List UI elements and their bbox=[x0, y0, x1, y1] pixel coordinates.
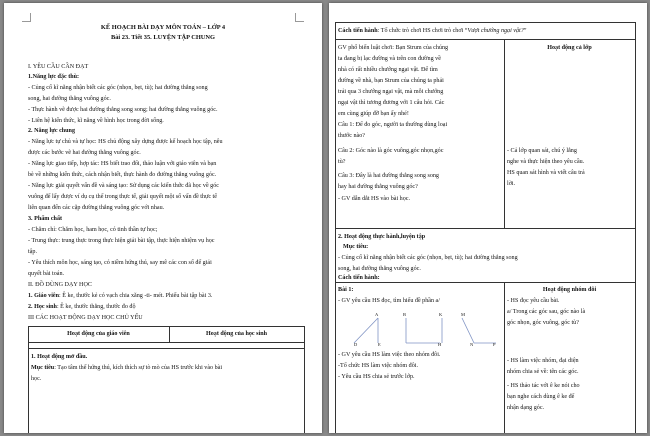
text-line: - GV yêu cầu HS làm việc theo nhóm đôi. bbox=[338, 352, 441, 358]
table-border bbox=[335, 228, 635, 229]
text-line bbox=[28, 304, 136, 311]
text-line: - Liên hệ kiến thức, kĩ năng về hình học trong đời sống. bbox=[28, 118, 164, 124]
student-materials: : Ê ke, thước thẳng, thước đo độ bbox=[56, 304, 136, 310]
subsection-heading: 2. Năng lực chung bbox=[28, 128, 75, 134]
angle-a-ray bbox=[354, 318, 378, 343]
objective-text: : Tạo tâm thế hứng thú, kích thích sự tò mò của HS trước khi vào bài bbox=[54, 365, 223, 371]
method-text: : Tổ chức trò chơi HS chơi trò chơi “ bbox=[377, 28, 468, 34]
text-line: - GV yêu cầu HS đọc, tìm hiểu đề phần a/ bbox=[338, 298, 440, 304]
angle-m-ray bbox=[462, 318, 474, 343]
text-line: nghe và thực hiện theo yêu cầu. bbox=[507, 159, 585, 165]
text-line: - Củng cố kĩ năng nhận biết các góc (nhọn, bẹt, tù); hai đường thẳng song bbox=[338, 255, 518, 261]
text-line: tập. bbox=[28, 249, 37, 255]
point-label-n: N bbox=[470, 342, 474, 347]
activity-heading: 2. Hoạt động thực hành,luyện tập bbox=[338, 234, 426, 240]
label-method: Cách tiến hành bbox=[338, 28, 378, 34]
text-line: - Thực hành vẽ được hai đường thẳng song song; hai đường thẳng vuông góc. bbox=[28, 107, 218, 113]
label-objective: Mục tiêu: bbox=[343, 244, 369, 250]
question-1: Câu 1: Để đo góc, người ta thường dùng loại bbox=[338, 122, 448, 128]
text-line: - HS thảo tác với ê ke nói cho bbox=[507, 383, 580, 389]
text-line: song, hai đường thẳng vuông góc. bbox=[28, 96, 111, 102]
page-corner-mark bbox=[22, 13, 31, 22]
text-line: tù? bbox=[338, 159, 346, 165]
table-border bbox=[335, 22, 635, 23]
text-line: liên quan đến các cặp đường thẳng vuông góc với nhau. bbox=[28, 205, 165, 211]
text-line: nhóm chia sẻ về: tên các góc. bbox=[507, 369, 579, 375]
teacher-materials: : Ê ke, thước kẻ có vạch chia xăng -ti- mét. Phiếu bài tập bài 3. bbox=[58, 293, 213, 299]
section-heading: I. YÊU CẦU CẦN ĐẠT bbox=[28, 64, 89, 70]
method-heading bbox=[338, 28, 527, 35]
text-line: lời. bbox=[507, 181, 516, 187]
text-line: song, hai đường thẳng vuông góc. bbox=[338, 266, 421, 272]
text-line: vuông để lấy được ví dụ cụ thể trong thực tế, giải quyết một số vấn đề thực tế bbox=[28, 194, 217, 200]
column-heading-class: Hoạt động cả lớp bbox=[547, 45, 592, 51]
text-line: quyết bài toán. bbox=[28, 271, 65, 277]
column-header-teacher: Hoạt động của giáo viên bbox=[67, 331, 130, 337]
text-line: em cùng giúp đỡ bạn ấy nhé! bbox=[338, 111, 409, 117]
point-label-a: A bbox=[375, 312, 379, 317]
text-line: HS quan sát hình và viết câu trả bbox=[507, 170, 585, 176]
subsection-heading: 1.Năng lực đặc thù: bbox=[28, 74, 80, 80]
text-line: - Năng lực giải quyết vấn đề và sáng tạo: Sử dụng các kiến thức đã học về góc bbox=[28, 183, 219, 189]
text-line: a/ Trong các góc sau, góc nào là bbox=[507, 309, 586, 315]
text-line: ngại vật thì tương đương với 1 câu hỏi. Các bbox=[338, 100, 445, 106]
text-line: GV phổ biến luật chơi: Bạn Strum của chúng bbox=[338, 45, 449, 51]
text-line: -Tổ chức HS làm việc nhóm đôi. bbox=[338, 363, 418, 369]
label-method: Cách tiến hành: bbox=[338, 275, 380, 281]
text-line: - Năng lực giao tiếp, hợp tác: HS biết trao đổi, thảo luận với giáo viên và bạn bbox=[28, 161, 217, 167]
text-line: - GV dẫn dắt HS vào bài học. bbox=[338, 196, 410, 202]
point-label-e: E bbox=[378, 342, 381, 347]
page-corner-mark bbox=[295, 13, 304, 22]
text-line: - Yêu thích môn học, sáng tạo, có niềm hứng thú, say mê các con số để giải bbox=[28, 260, 212, 266]
table-border bbox=[504, 39, 505, 228]
table-border bbox=[28, 326, 304, 327]
point-label-m: M bbox=[461, 312, 466, 317]
table-border bbox=[635, 22, 636, 433]
label-objective: Mục tiêu bbox=[31, 365, 55, 371]
section-heading: II. ĐỒ DÙNG DẠY HỌC bbox=[28, 282, 92, 288]
table-border bbox=[335, 39, 635, 40]
text-line bbox=[28, 293, 212, 300]
game-name: Vượt chướng ngại vật? bbox=[467, 28, 524, 34]
text-line: - Năng lực tự chủ và tự học: HS chủ động xây dựng được kế hoạch học tập, nêu bbox=[28, 139, 223, 145]
point-label-h: H bbox=[438, 342, 442, 347]
text-line: được các bước vẽ hai đường thẳng vuông góc. bbox=[28, 150, 141, 156]
label-teacher: 1. Giáo viên bbox=[28, 293, 59, 299]
lesson-title: Bài 23. Tiết 35. LUYỆN TẬP CHUNG bbox=[110, 34, 216, 41]
table-border bbox=[28, 342, 304, 343]
table-border bbox=[304, 326, 305, 433]
text-line: bè về những kiến thức, cách nhận biết, thực hành đo đường thẳng vuông góc. bbox=[28, 172, 217, 178]
text-line: - Cả lớp quan sát, chú ý lắng bbox=[507, 148, 577, 154]
text-line: góc nhọn, góc vuông, góc tù? bbox=[507, 320, 579, 326]
text-line: ta đang bị lạc đường và trên con đường về bbox=[338, 56, 441, 62]
text-line: - Trung thực: trung thực trong thực hiện giải bài tập, thực hiện nhiệm vụ học bbox=[28, 238, 215, 244]
column-heading-pair: Hoạt động nhóm đôi bbox=[542, 287, 597, 293]
text-line: học. bbox=[31, 376, 42, 382]
text-line: trải qua 3 chướng ngại vật, mà mỗi chướng bbox=[338, 89, 444, 95]
question-2: Câu 2: Góc nào là góc vuông,góc nhọn,góc bbox=[338, 148, 444, 154]
text-line: nhà có rất nhiều chướng ngại vật. Để tìm bbox=[338, 67, 438, 73]
question-3: Câu 3: Đây là hai đường thẳng song song bbox=[338, 173, 439, 179]
section-heading: III CÁC HOẠT ĐỘNG DẠY HỌC CHỦ YẾU bbox=[28, 315, 143, 321]
plan-title: KẾ HOẠCH BÀI DẠY MÔN TOÁN – LỚP 4 bbox=[100, 24, 226, 31]
activity-heading: 1. Hoạt động mở đầu. bbox=[31, 354, 88, 360]
point-label-b: B bbox=[403, 312, 407, 317]
table-border bbox=[504, 282, 505, 433]
table-border bbox=[28, 326, 29, 433]
text-line: - Củng cố kĩ năng nhận biết các góc (nhọn, bẹt, tù); hai đường thẳng song bbox=[28, 85, 208, 91]
document-page-right bbox=[329, 3, 647, 433]
text-line: - Chăm chỉ: Chăm học, ham học, có tinh thần tự học; bbox=[28, 227, 158, 233]
text-line bbox=[31, 365, 222, 372]
quote-close: ” bbox=[523, 28, 527, 34]
subsection-heading: 3. Phẩm chất bbox=[28, 216, 63, 222]
point-label-k: K bbox=[439, 312, 443, 317]
text-line: đường về nhà, bạn Strum của chúng ta phải bbox=[338, 78, 444, 84]
table-border bbox=[335, 22, 336, 433]
text-line: - HS đọc yêu cầu bài. bbox=[507, 298, 560, 304]
text-line: hay hai đường thẳng vuông góc? bbox=[338, 184, 418, 190]
text-line: - Yêu cầu HS chia sẻ trước lớp. bbox=[338, 374, 415, 380]
text-line: bạn nghe cách dùng ê ke để bbox=[507, 394, 575, 400]
table-border bbox=[28, 348, 304, 349]
table-border bbox=[335, 282, 635, 283]
label-student: 2. Học sinh bbox=[28, 304, 57, 310]
text-line: - HS làm việc nhóm, đại diện bbox=[507, 358, 579, 364]
document-page-left bbox=[4, 3, 322, 433]
text-line: nhận dạng góc. bbox=[507, 405, 545, 411]
point-label-p: P bbox=[493, 342, 496, 347]
text-line: thước nào? bbox=[338, 133, 365, 139]
exercise-heading: Bài 1: bbox=[338, 287, 354, 293]
column-header-student: Hoạt động của học sinh bbox=[206, 331, 267, 337]
point-label-d: D bbox=[354, 342, 358, 347]
